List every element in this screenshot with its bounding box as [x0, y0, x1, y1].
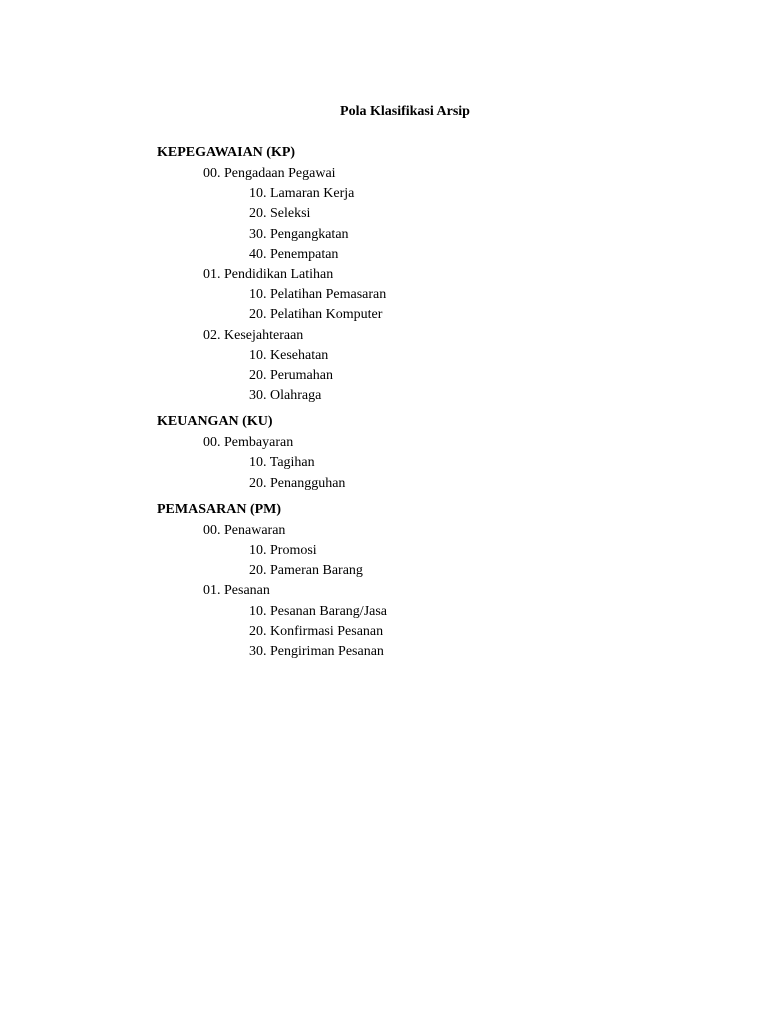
list-item: 10. Tagihan [249, 455, 315, 471]
list-item: 20. Pelatihan Komputer [249, 307, 383, 323]
group-label: 00. Penawaran [203, 522, 286, 538]
group-label: 00. Pembayaran [203, 435, 294, 451]
list-item: 10. Pelatihan Pemasaran [249, 287, 387, 303]
section-heading: PEMASARAN (PM) [157, 501, 282, 517]
section-heading: KEPEGAWAIAN (KP) [157, 145, 296, 160]
section-kepegawaian [157, 144, 717, 406]
list-item: 10. Lamaran Kerja [249, 186, 355, 202]
group-label: 01. Pendidikan Latihan [203, 266, 334, 282]
list-item: 10. Promosi [249, 543, 317, 558]
list-item: 20. Pameran Barang [249, 563, 363, 579]
list-item: 30. Pengangkatan [249, 226, 349, 242]
list-item: 20. Penangguhan [249, 475, 346, 491]
classification-list [157, 144, 717, 669]
section-pemasaran [157, 501, 717, 662]
group-label: 01. Pesanan [203, 583, 270, 599]
list-item: 30. Pengiriman Pesanan [249, 643, 384, 659]
page-title: Pola Klasifikasi Arsip [340, 104, 470, 119]
list-item: 20. Perumahan [249, 367, 333, 383]
section-keuangan [157, 413, 717, 494]
list-item: 10. Pesanan Barang/Jasa [249, 603, 388, 619]
list-item: 10. Kesehatan [249, 347, 329, 363]
group-label: 00. Pengadaan Pegawai [203, 166, 336, 181]
section-heading: KEUANGAN (KU) [157, 414, 273, 430]
list-item: 40. Penempatan [249, 246, 339, 262]
list-item: 20. Seleksi [249, 206, 311, 222]
group-label: 02. Kesejahteraan [203, 327, 304, 343]
list-item: 20. Konfirmasi Pesanan [249, 623, 384, 639]
list-item: 30. Olahraga [249, 388, 322, 404]
